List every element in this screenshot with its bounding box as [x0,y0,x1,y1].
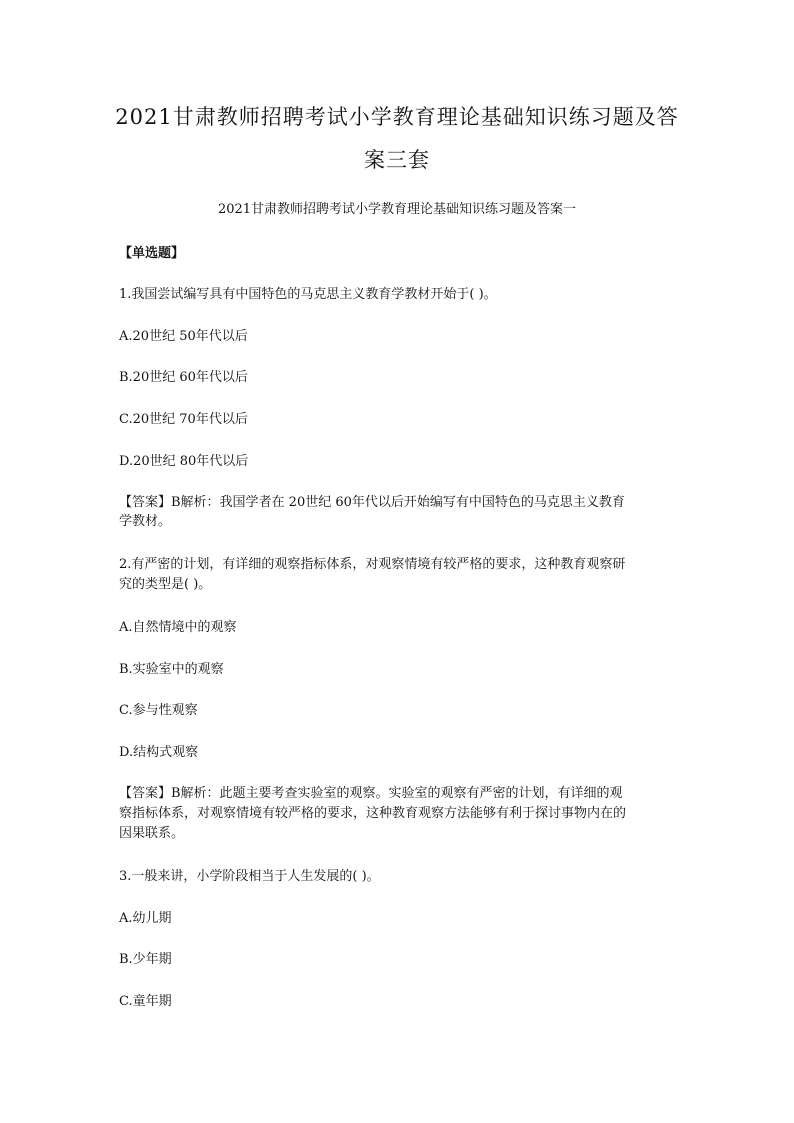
question-1-stem: 1.我国尝试编写具有中国特色的马克思主义教育学教材开始于( )。 [119,287,497,302]
question-1-option-c: C.20世纪 70年代以后 [119,412,248,427]
question-2-option-b: B.实验室中的观察 [119,662,224,677]
document-title-line-2: 案三套 [364,148,430,172]
question-3-stem: 3.一般来讲，小学阶段相当于人生发展的( )。 [119,869,380,884]
question-1-answer-line-2: 学教材。 [119,514,172,529]
question-2-option-c: C.参与性观察 [119,703,198,718]
question-2-answer-line-2: 察指标体系，对观察情境有较严格的要求，这种教育观察方法能够有利于探讨事物内在的 [119,806,627,821]
question-2-stem-line-1: 2.有严密的计划，有详细的观察指标体系，对观察情境有较严格的要求，这种教育观察研 [119,557,626,572]
section-heading: 【单选题】 [119,246,185,261]
question-3-option-a: A.幼儿期 [119,911,172,926]
question-2-option-a: A.自然情境中的观察 [119,620,237,635]
question-2-option-d: D.结构式观察 [119,745,199,760]
question-1-option-b: B.20世纪 60年代以后 [119,370,248,385]
document-subtitle: 2021甘肃教师招聘考试小学教育理论基础知识练习题及答案一 [217,202,577,217]
document-title-line-1: 2021甘肃教师招聘考试小学教育理论基础知识练习题及答 [115,105,679,129]
question-2-stem-line-2: 究的类型是( )。 [119,577,212,592]
question-2-answer-line-1: 【答案】B解析：此题主要考查实验室的观察。实验室的观察有严密的计划，有详细的观 [119,786,623,801]
question-3-option-c: C.童年期 [119,994,172,1009]
question-2-answer-line-3: 因果联系。 [119,826,185,841]
question-1-option-d: D.20世纪 80年代以后 [119,454,249,469]
question-1-answer-line-1: 【答案】B解析：我国学者在 20世纪 60年代以后开始编写有中国特色的马克思主义教育 [119,495,625,510]
question-1-option-a: A.20世纪 50年代以后 [119,329,248,344]
question-3-option-b: B.少年期 [119,952,172,967]
